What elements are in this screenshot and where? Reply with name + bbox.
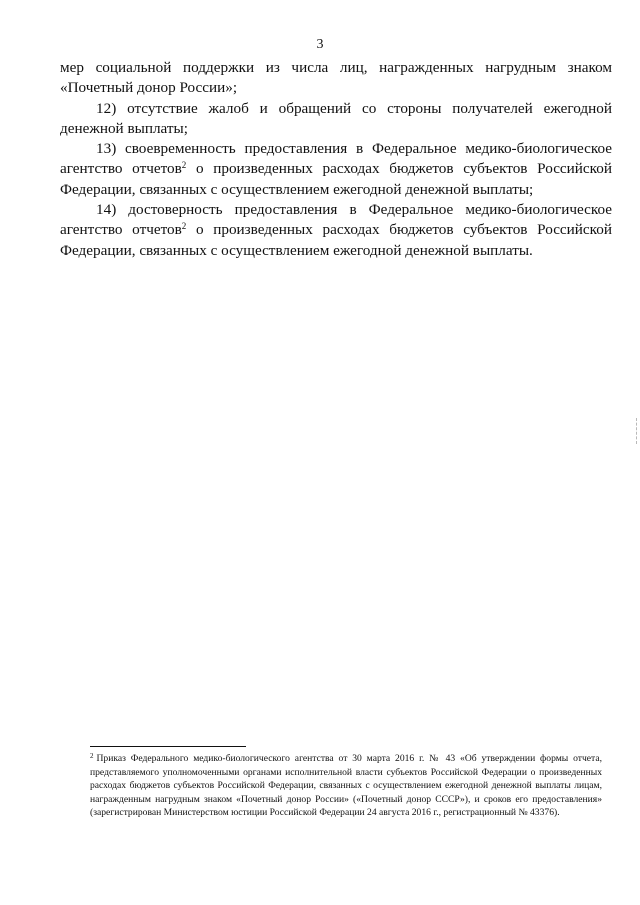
paragraph-item-14	[60, 200, 612, 261]
body-text	[60, 58, 612, 261]
scan-edge-mark	[635, 418, 637, 444]
footnote	[90, 752, 602, 820]
footnote-reference: 2	[181, 221, 187, 232]
paragraph-item-13-text-before: 13) своевременность предоставления в Федеральное медико-биологическое агентство отчетов	[60, 140, 612, 178]
paragraph-item-14-text-after: о произведенных расходах бюджетов субъектов Российской Федерации, связанных с осуществлением ежегодной денежной выплаты.	[60, 221, 612, 259]
paragraph-item-14-text-before: 14) достоверность предоставления в Федеральное медико-биологическое агентство отчетов	[60, 201, 612, 239]
footnote-separator	[90, 746, 246, 747]
footnote-text: Приказ Федерального медико-биологического агентства от 30 марта 2016 г. № 43 «Об утверждении формы отчета, представляемого уполномоченными органами исполнительной власти субъектов Российской Федерации о произведенных расходах бюджетов субъектов Российской Федерации, связанных с осуществлением ежегодной денежной выплаты лицам, награжденным нагрудным знаком «Почетный донор России» («Почетный донор СССР»), и сроков его предоставления» (зарегистрирован Министерством юстиции Российской Федерации 24 августа 2016 г., регистрационный № 43376).	[90, 753, 602, 819]
paragraph-item-13-text-after: о произведенных расходах бюджетов субъектов Российской Федерации, связанных с осуществлением ежегодной денежной выплаты;	[60, 160, 612, 198]
paragraph-item-13	[60, 139, 612, 200]
paragraph-continuation: мер социальной поддержки из числа лиц, награжденных нагрудным знаком «Почетный донор России»;	[60, 59, 612, 97]
footnote-reference: 2	[181, 160, 187, 171]
footnote-marker: 2	[90, 752, 94, 760]
page-number: 3	[316, 37, 324, 52]
paragraph-item-12: 12) отсутствие жалоб и обращений со стороны получателей ежегодной денежной выплаты;	[60, 99, 612, 137]
